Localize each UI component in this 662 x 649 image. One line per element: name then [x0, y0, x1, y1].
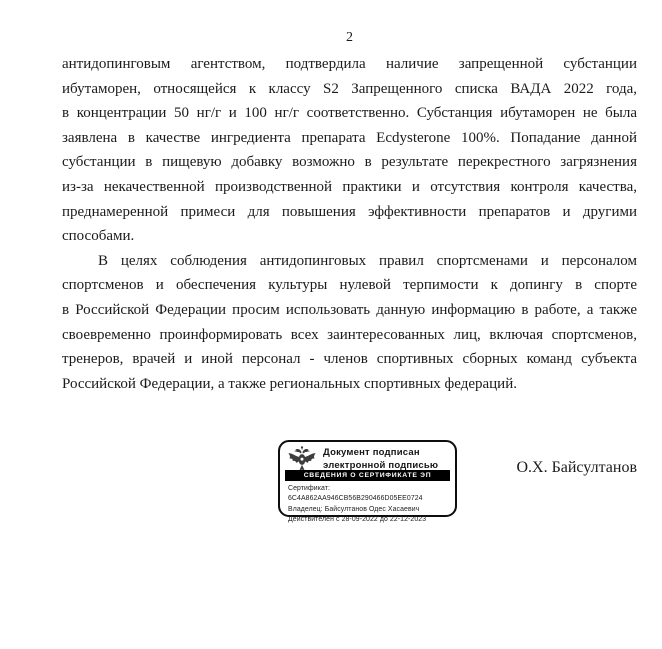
stamp-title [323, 447, 438, 472]
stamp-certificate-line: Сертификат: 6C4A862AA946CB56B290466D05EE0724 [288, 485, 423, 503]
digital-signature-stamp [278, 440, 457, 523]
stamp-info [288, 484, 449, 525]
stamp-owner-line: Владелец: Байсултанов Одес Хасаевич [288, 505, 420, 513]
text-line: в Российской Федерации просим использовать данную информацию в работе, а также [62, 301, 637, 318]
text-line: Российской Федерации, а также региональных спортивных федераций. [62, 375, 517, 392]
signatory-name: О.Х. Байсултанов [516, 459, 637, 476]
text-line: своевременно проинформировать всех заинтересованных лиц, включая спортсменов, [62, 326, 637, 343]
text-line: преднамеренной примеси для повышения эффективности препаратов и другими [62, 203, 637, 220]
page-number: 2 [346, 30, 353, 45]
paragraph-1 [62, 52, 637, 249]
text-line: заявлена в качестве ингредиента препарата Ecdysterone 100%. Попадание данной [62, 129, 637, 146]
stamp-certificate-banner: СВЕДЕНИЯ О СЕРТИФИКАТЕ ЭП [285, 470, 450, 481]
document-body [62, 52, 637, 396]
stamp-title-line2: электронной подписью [323, 459, 439, 471]
text-line: В целях соблюдения антидопинговых правил спортсменами и персоналом [98, 252, 637, 269]
text-line: спортсменов и обеспечения культуры нулевой терпимости к допингу в спорте [62, 277, 637, 294]
text-line: из-за некачественной производственной практики и отсутствия контроля качества, [62, 178, 637, 195]
text-line: в концентрации 50 нг/г и 100 нг/г соответственно. Субстанция ибутаморен не была [62, 105, 637, 122]
text-line: ибутаморен, относящейся к классу S2 Запрещенного списка ВАДА 2022 года, [62, 80, 637, 97]
paragraph-2 [62, 249, 637, 397]
stamp-validity-line: Действителен с 28-09-2022 до 22-12-2023 [288, 515, 427, 523]
text-line: субстанции в пищевую добавку возможно в результате перекрестного загрязнения [62, 154, 637, 171]
text-line: способами. [62, 228, 135, 245]
stamp-title-line1: Документ подписан [323, 447, 420, 458]
text-line: антидопинговым агентством, подтвердила наличие запрещенной субстанции [62, 56, 637, 72]
text-line: тренеров, врачей и иной персонал - членов спортивных сборных команд субъекта [62, 351, 637, 368]
